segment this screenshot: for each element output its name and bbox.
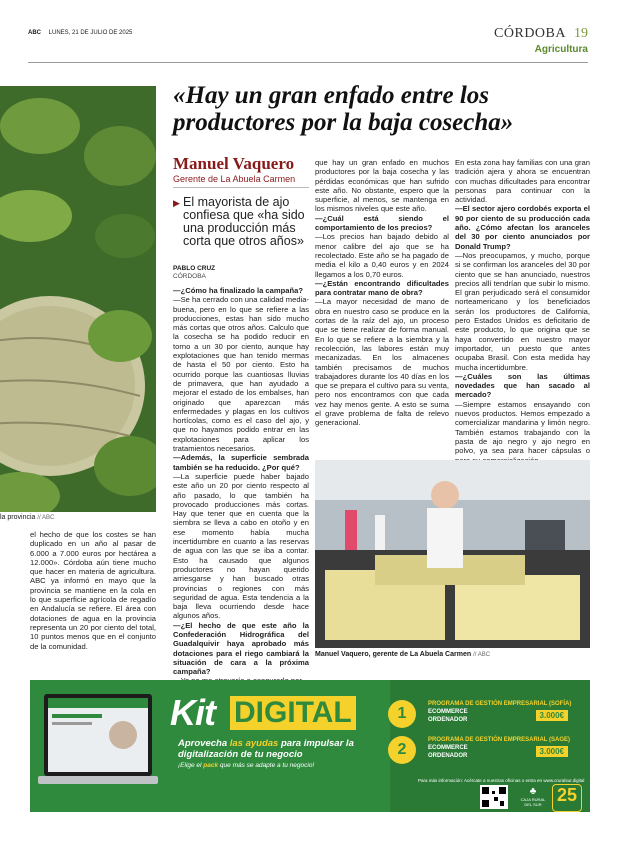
section-name: CÓRDOBA: [494, 26, 566, 41]
question: —¿Cuál está siendo el comportamiento de los precios?: [315, 213, 449, 233]
answer: —Los precios han bajado debido al menor calibre del ajo que se ha recolectado. Este año se ha pagado de media el kilo a 0,40 euros y en 2024 llegamos a los 0,70 euros.: [315, 232, 449, 279]
question: —¿Cómo ha finalizado la campaña?: [173, 286, 303, 295]
offer-1[interactable]: [388, 700, 578, 734]
brand: ABC: [28, 30, 41, 36]
photo1-caption: [0, 514, 54, 521]
photo-credit: // ABC: [37, 515, 55, 521]
answer: —La superficie puede haber bajado este año un 20 por ciento respecto al año pasado, lo que también ha provocado producciones más cortas. Hay que tener que en cuenta que la siembra se lleva a cabo en otoño y en ese momento había mucha incertidumbre en cuanto a las reservas de agua con las que se iba a contar. Esto ha causado que algunos productores no hayan querido arriesgarse y han buscado otras provincias o regiones con más seguridad de agua. Esta tendencia a la baja lleva ocurriendo desde hace algunos años.: [173, 471, 309, 621]
offer-title: PROGRAMA DE GESTIÓN EMPRESARIAL (SAGE): [428, 737, 571, 743]
answer: —Se ha cerrado con una calidad media-buena, pero en lo que se refiere a las producciones, estas han sido mucho más cortas que otros años. Calculo que la cosecha se ha podido reducir en torno a un 30 por ciento, aunque hay explotaciones que han tenido mermas de hasta el 50 por ciento. Esto ha ocurrido porque las cuantiosas lluvias de primavera, que han ayudado a mejorar el estado de los embalses, han originado que aparezcan más enfermedades y plagas en los cultivos hortícolas, como es el caso del ajo, y que no hayamos podido entrar en las explotaciones para aplicar los tratamientos necesarios.: [173, 295, 309, 454]
answer: —La mayor necesidad de mano de obra en nuestro caso se produce en la cortas de la raíz del ajo, un proceso que se tiene realizar de forma manual. En lo que se refiere a la siembra y la recolección, las labores están muy mecanizadas. En los almacenes también precisamos de muchos trabajadores durante los 40 días en los que se prepara el cultivo para su venta, pero nos encontramos con que cada vez hay menos gente. A esto se suma el grave problema de falta de relevo generacional.: [315, 297, 449, 428]
question: —El sector ajero cordobés exporta el 90 por ciento de su producción cada año. ¿Cómo afectan los aranceles del 30 por ciento anunciados por Donald Trump?: [455, 204, 590, 251]
byline-place: CÓRDOBA: [173, 273, 206, 280]
question: —¿El hecho de que este año la Confederación Hidrográfica del Guadalquivir haya aprobado más dotaciones para el riego cambiará la situación de cara a la próxima campaña?: [173, 620, 309, 677]
question: —¿Están encontrando dificultades para contratar mano de obra?: [315, 278, 449, 298]
section-header: [494, 24, 588, 55]
issue-date: LUNES, 21 DE JULIO DE 2025: [48, 30, 133, 36]
offer-item: ECOMMERCE: [428, 745, 468, 751]
ad-info-line: Para más información: Acércate a nuestras oficinas o entra en www.cruralsur.digital: [418, 778, 585, 783]
article-column-2: [315, 158, 449, 428]
headline: «Hay un gran enfado entre los productores por la baja cosecha»: [173, 82, 514, 136]
bank-logo-icon: ♣: [529, 786, 537, 797]
ad-tagline: [178, 762, 314, 769]
interviewee-role: Gerente de La Abuela Carmen: [173, 174, 296, 184]
melon-photo: [0, 86, 156, 512]
article-column-3: [455, 158, 590, 465]
answer: —Siempre estamos ensayando con nuevos productos. Hemos empezado a comercializar mandarina y limón negro. También estamos trabajando con la pasta de ajo negro y ajo negro en polvo, ya sea para hacer cápsulas o: [455, 399, 590, 456]
offer-item: ORDENADOR: [428, 717, 468, 723]
caption-text: la provincia: [0, 514, 36, 521]
answer: que hay un gran enfado en muchos productores por la baja cosecha y las pérdidas económicas que han sufrido este año. No obstante, espero que la superficie, al menos, se mantenga en los mismos niveles que este año.: [315, 158, 449, 214]
qr-code-icon[interactable]: [480, 785, 508, 809]
photo-credit: // ABC: [473, 652, 491, 658]
offer-number: 1: [388, 700, 416, 728]
anniversary-logo: 25: [552, 784, 582, 812]
digital-logo-text: DIGITAL: [230, 696, 356, 730]
offer-price: 3.000€: [536, 710, 568, 721]
photo2-caption: [315, 651, 490, 658]
ad-tagline-part: ¡Elige el: [178, 762, 204, 769]
ad-subtitle-part: para impulsar la digitalización de tu negocio: [178, 738, 354, 760]
ad-subtitle-highlight: las ayudas: [229, 738, 279, 749]
ad-subtitle-part: Aprovecha: [178, 738, 230, 749]
question: —¿Cuáles son las últimas novedades que han sacado al mercado?: [455, 371, 590, 400]
offer-title: PROGRAMA DE GESTIÓN EMPRESARIAL (SOFÍA): [428, 701, 572, 707]
ad-subtitle: [178, 738, 378, 760]
caption-text: Manuel Vaquero, gerente de La Abuela Carmen: [315, 651, 472, 658]
laptop-image: [38, 690, 158, 800]
bank-logo-text: CAJA RURAL DEL SUR: [520, 797, 546, 807]
page-number: 19: [574, 26, 588, 41]
kit-logo-text: Kit: [170, 692, 215, 733]
article-column-0: [30, 530, 156, 651]
divider: [173, 187, 309, 188]
answer: En esta zona hay familias con una gran tradición ajera y ahora se encuentran con muchas dificultades para encontrar personas para continuar con la actividad.: [455, 158, 590, 205]
offer-number: 2: [388, 736, 416, 764]
kit-digital-ad[interactable]: [30, 680, 590, 812]
header-rule: [28, 62, 588, 63]
warehouse-photo: [315, 460, 590, 648]
triangle-bullet-icon: ▶: [173, 198, 180, 208]
masthead: [28, 30, 132, 36]
ad-tagline-part: que más se adapte a tu negocio!: [218, 762, 315, 769]
interviewee-name: Manuel Vaquero: [173, 154, 295, 173]
byline-author: PABLO CRUZ: [173, 265, 216, 272]
subsection-name: Agricultura: [534, 44, 588, 55]
ad-tagline-highlight: pack: [203, 762, 219, 769]
caja-rural-logo: [520, 786, 546, 808]
pull-quote-text: El mayorista de ajo confiesa que «ha sido una producción más corta que otros años»: [183, 195, 305, 248]
question: —Además, la superficie sembrada también se ha reducido. ¿Por qué?: [173, 453, 309, 472]
paragraph: el hecho de que los costes se han duplicado en un año al pasar de 6.000 a 7.000 euros por hectárea a 12.000». Córdoba aún tiene mucho que hacer en materia de agricultura. ABC ya informó en mayo que la provincia se mantiene en la cola en lo que superficie agrícola de regadío en Andalucía se refiere. El área con dotaciones de agua en la provincia representa un 20 por ciento del total, 10 puntos menos que en el conjunto de la comunidad.: [30, 530, 156, 651]
offer-price: 3.000€: [536, 746, 568, 757]
offer-2[interactable]: [388, 736, 578, 770]
answer: —Nos preocupamos, y mucho, porque si se confirman los aranceles del 30 por ciento que se han anunciado, nuestros precios allí tendrían que subir lo mismo. El gran perjudicado será el consumidor norteamericano y los beneficiados serán los productores de California, pero Estados Unidos es deficitario de este producto, lo que origina que se haya convertido en nuestro mayor importador, un puesto que antes ocupaba Brasil. Con esta medida hay mucha incertidumbre.: [455, 250, 590, 372]
offer-item: ECOMMERCE: [428, 709, 468, 715]
article-column-1: [173, 286, 309, 686]
offer-item: ORDENADOR: [428, 753, 468, 759]
